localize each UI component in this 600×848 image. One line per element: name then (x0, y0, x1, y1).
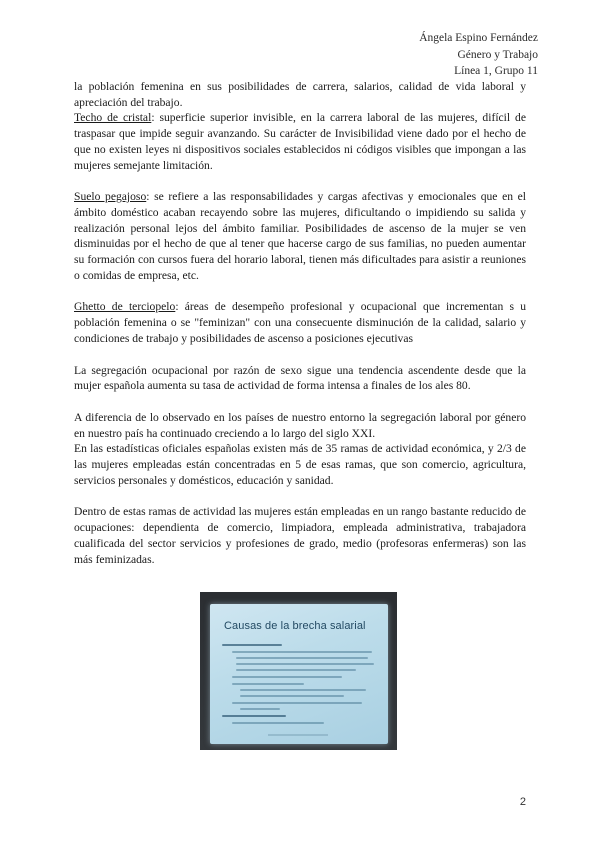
author-name: Ángela Espino Fernández (419, 32, 538, 44)
term-suelo-pegajoso: Suelo pegajoso (74, 190, 147, 204)
definition-techo-cristal: : superficie superior invisible, en la carrera laboral de las mujeres, difícil de traspasar que impide seguir avanzando. Su carácter de Invisibilidad viene dado por el hecho de que no existen leyes ni dispositivos sociales establecidos ni códigos visibles que impongan a las mujeres semejante limitación. (74, 111, 527, 172)
group-label: Línea 1, Grupo 11 (454, 65, 538, 77)
slide-text-line (222, 715, 286, 717)
slide-text-line (232, 683, 304, 685)
slide-text-line (236, 663, 374, 665)
paragraph-ocupaciones: Dentro de estas ramas de actividad las mujeres están empleadas en un rango bastante reducido de ocupaciones: dependienta de comercio, limpiadora, empleada administrativa, trabajadora cualificada del sector servicios y profesiones de grado, medio (profesoras enfermeras) son las más feminizadas. (74, 505, 526, 566)
slide-screen (210, 604, 388, 744)
slide-text-line (240, 689, 366, 691)
paragraph-intro: la población femenina en sus posibilidades de carrera, salarios, calidad de vida laboral y apreciación del trabajo. (74, 80, 526, 109)
slide-text-line (222, 644, 282, 646)
slide-text-line (232, 676, 342, 678)
slide-text-line (236, 669, 356, 671)
paragraph-techo-cristal (74, 110, 526, 173)
course-name: Género y Trabajo (457, 48, 538, 61)
slide-photo (200, 592, 397, 750)
paragraph-ghetto-terciopelo (74, 299, 526, 346)
slide-text-line (240, 695, 344, 697)
page-header (419, 30, 538, 80)
paragraph-diferencia: A diferencia de lo observado en los países de nuestro entorno la segregación laboral por género en nuestro país ha continuado creciendo a lo largo del siglo XXI. (74, 410, 526, 440)
slide-text-line (232, 651, 372, 653)
slide-text-line (240, 708, 280, 710)
slide-text-line (232, 722, 324, 724)
slide-title: Causas de la brecha salarial (224, 620, 366, 632)
slide-text-line (236, 657, 368, 659)
slide-text-line (232, 702, 362, 704)
definition-ghetto-terciopelo: : áreas de desempeño profesional y ocupacional que incrementan s u población femenina o se "feminizan" con una consecuente disminución de la calidad, salario y condiciones de trabajo y posibilidades de ascenso a posiciones ejecutivas (74, 300, 526, 345)
page-number: 2 (519, 796, 526, 808)
document-body (74, 79, 526, 567)
slide-footer-line (268, 734, 328, 736)
paragraph-segregacion: La segregación ocupacional por razón de sexo sigue una tendencia ascendente desde que la mujer española aumenta su tasa de actividad de forma intensa a finales de los ales 80. (74, 363, 526, 393)
definition-suelo-pegajoso: : se refiere a las responsabilidades y cargas afectivas y emocionales que en el ámbito doméstico acaban recayendo sobre las mujeres, dificultando o impidiendo su salida y realización personal lejos del ámbito familiar. Posibilidades de ascenso de la mujer se ven disminuidas por el hecho de que al tener que hacerse cargo de sus familias, no pueden aumentar su formación con cursos fuera del horario laboral, tienen más dificultades para asistir a reuniones o comidas de empresa, etc. (74, 190, 526, 282)
term-techo-cristal: Techo de cristal (74, 111, 152, 125)
paragraph-estadisticas: En las estadísticas oficiales españolas existen más de 35 ramas de actividad económica, y 2/3 de las mujeres empleadas están concentradas en 5 de esas ramas, que son comercio, agricultura, servicios personales y domésticos, educación y sanidad. (74, 442, 526, 487)
paragraph-suelo-pegajoso (74, 189, 526, 283)
term-ghetto-terciopelo: Ghetto de terciopelo (74, 300, 176, 314)
